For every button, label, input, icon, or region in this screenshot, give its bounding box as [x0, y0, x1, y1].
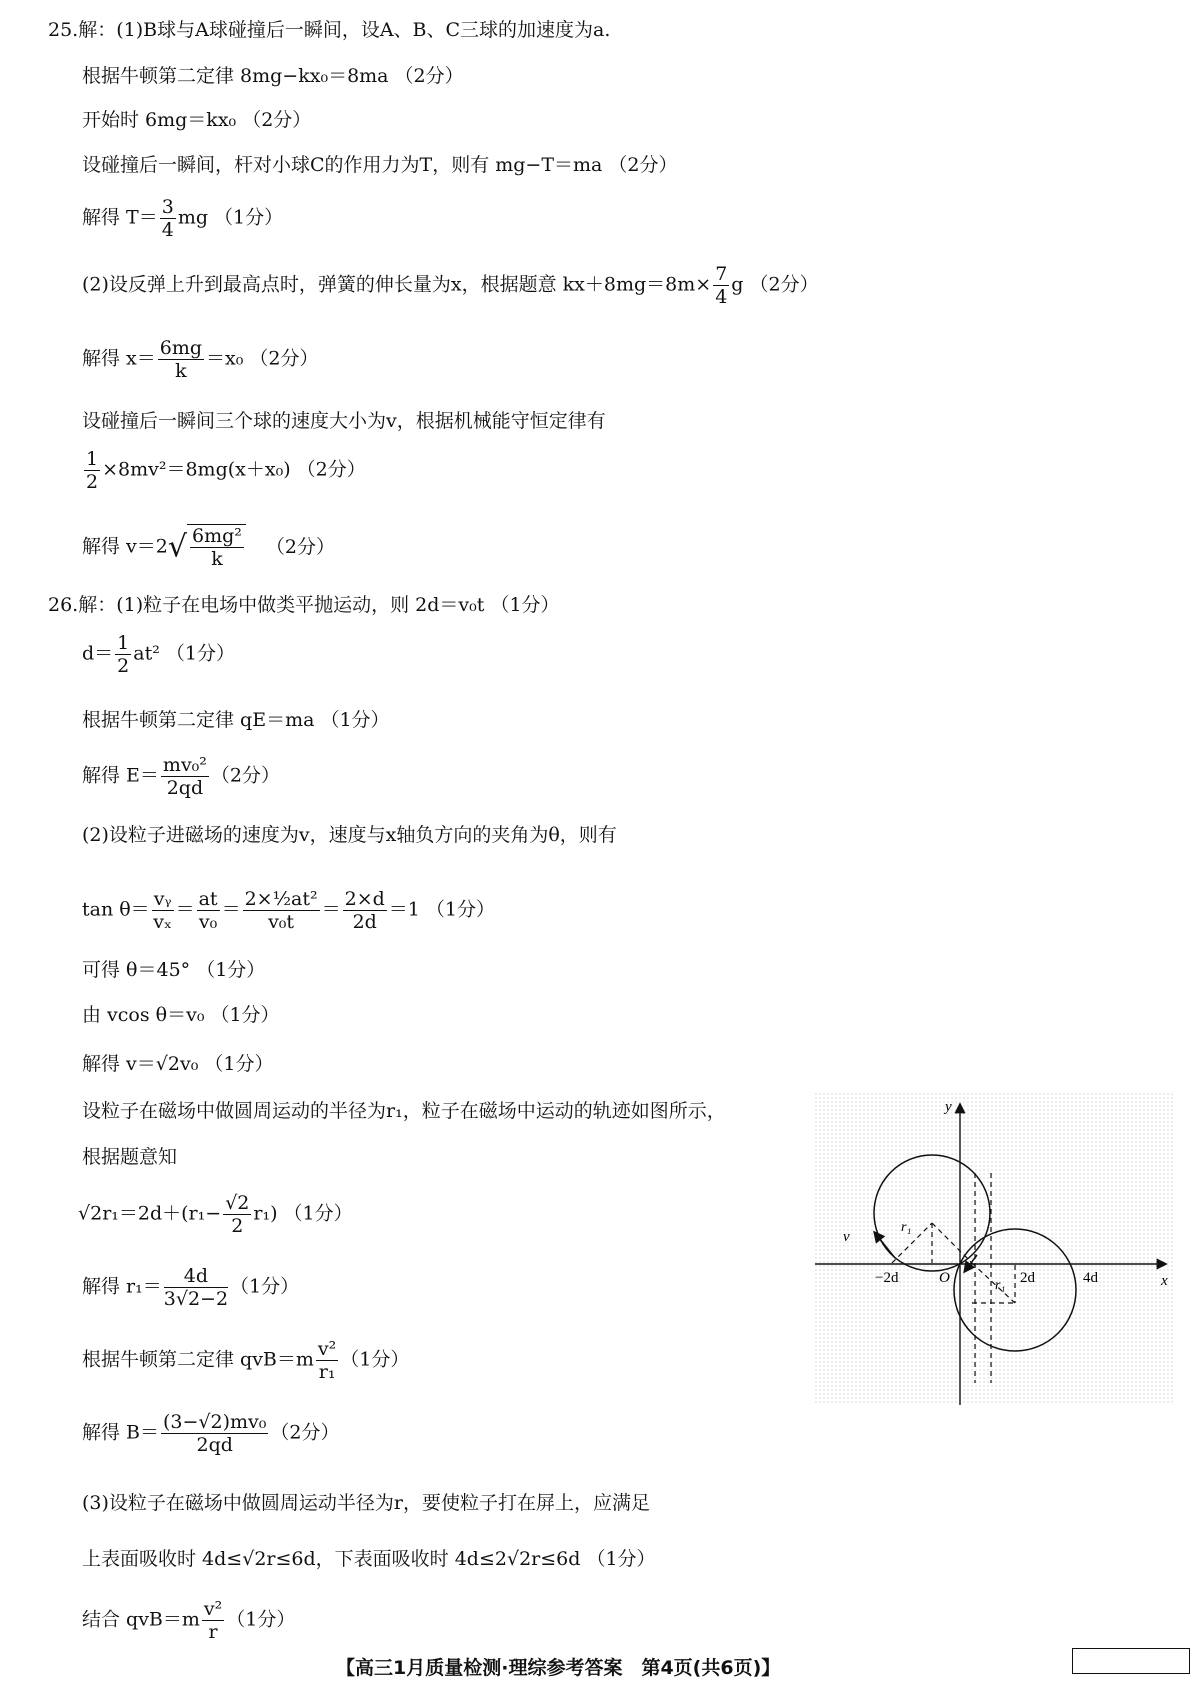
- q26-line2: d＝ $\frac{1}{2}$ at² （1分）: [82, 632, 235, 677]
- q26-line1: 26.解：(1)粒子在电场中做类平抛运动，则 2d＝v₀t （1分）: [48, 594, 560, 616]
- q25-line1: 25.解：(1)B球与A球碰撞后一瞬间，设A、B、C三球的加速度为a.: [48, 19, 611, 41]
- q26-line16: (3)设粒子在磁场中做圆周运动半径为r，要使粒子打在屏上，应满足: [82, 1492, 650, 1514]
- origin-label: O: [939, 1270, 950, 1286]
- y-axis-label: y: [945, 1099, 952, 1115]
- q25-line7: 解得 x＝ $\frac{6mg}{k}$ ＝x₀ （2分）: [82, 337, 319, 382]
- page-footer: 【高三1月质量检测·理综参考答案 第4页(共6页)】: [336, 1657, 781, 1679]
- radius-label: r₁: [901, 1220, 912, 1235]
- q25-line3: 开始时 6mg＝kx₀ （2分）: [82, 109, 312, 131]
- q26-line13: 解得 r₁＝ $\frac{4d}{3√2-2}$ （1分）: [82, 1265, 300, 1310]
- x-axis-label: x: [1161, 1273, 1168, 1289]
- q26-line11: 根据题意知: [82, 1146, 178, 1168]
- radius-label-2: r₁: [995, 1278, 1006, 1293]
- q25-line10: 解得 v＝2√ $\frac{\text{6mg²}}{k}$ （2分）: [82, 525, 335, 570]
- q26-line4: 解得 E＝ $\frac{\text{mv₀²}}{2qd}$ （2分）: [82, 754, 280, 799]
- tick-neg-2d: −2d: [875, 1270, 899, 1286]
- q26-line3: 根据牛顿第二定律 qE＝ma （1分）: [82, 709, 390, 731]
- q25-line8: 设碰撞后一瞬间三个球的速度大小为v，根据机械能守恒定律有: [82, 410, 606, 432]
- q26-line7: 可得 θ＝45° （1分）: [82, 959, 266, 981]
- q25-line5: 解得 T＝ $\frac{3}{4}$ mg （1分）: [82, 196, 284, 241]
- q26-line10: 设粒子在磁场中做圆周运动的半径为r₁，粒子在磁场中运动的轨迹如图所示，: [82, 1100, 726, 1122]
- q26-line9: 解得 v＝√2v₀ （1分）: [82, 1053, 274, 1075]
- q26-line8: 由 vcos θ＝v₀ （1分）: [82, 1004, 280, 1026]
- q25-line4: 设碰撞后一瞬间，杆对小球C的作用力为T，则有 mg−T＝ma （2分）: [82, 154, 678, 176]
- score-box: [1072, 1648, 1190, 1674]
- tick-4d: 4d: [1083, 1270, 1098, 1286]
- q26-line5: (2)设粒子进磁场的速度为v，速度与x轴负方向的夹角为θ，则有: [82, 824, 617, 846]
- tick-2d: 2d: [1020, 1270, 1035, 1286]
- trajectory-figure: [815, 1093, 1173, 1405]
- q26-line18: 结合 qvB＝m $\frac{\text{v²}}{r}$ （1分）: [82, 1598, 296, 1643]
- q25-line2: 根据牛顿第二定律 8mg−kx₀＝8ma （2分）: [82, 65, 464, 87]
- q26-line12: √2r₁＝2d＋(r₁− $\frac{√2}{2}$ r₁) （1分）: [78, 1192, 353, 1237]
- q26-line14: 根据牛顿第二定律 qvB＝m $\frac{\text{v²}}{\text{r₁}}$ （1分）: [82, 1338, 410, 1383]
- q26-line17: 上表面吸收时 4d≤√2r≤6d，下表面吸收时 4d≤2√2r≤6d （1分）: [82, 1548, 656, 1570]
- figure-background: [815, 1093, 1173, 1405]
- q25-line6: (2)设反弹上升到最高点时，弹簧的伸长量为x，根据题意 kx＋8mg＝8m× $\frac{7}{4}$ g （2分）: [82, 263, 819, 308]
- q26-line15: 解得 B＝ $\frac{\text{(3−√2)mv₀}}{2qd}$ （2分）: [82, 1411, 340, 1456]
- q26-line6: tan θ＝ $\frac{\text{vᵧ}}{\text{vₓ}}$ ＝ $\frac{at}{\text{v₀}}$ ＝ $\frac{\text{2×½at²}}{\text{v₀t}}$ ＝ $\frac{2\times d}{2d}$ ＝1 （1分）: [82, 888, 495, 933]
- q25-line9: $\frac{1}{2}$ ×8mv²＝8mg(x＋x₀) （2分）: [86, 448, 366, 493]
- velocity-label: v: [843, 1229, 850, 1245]
